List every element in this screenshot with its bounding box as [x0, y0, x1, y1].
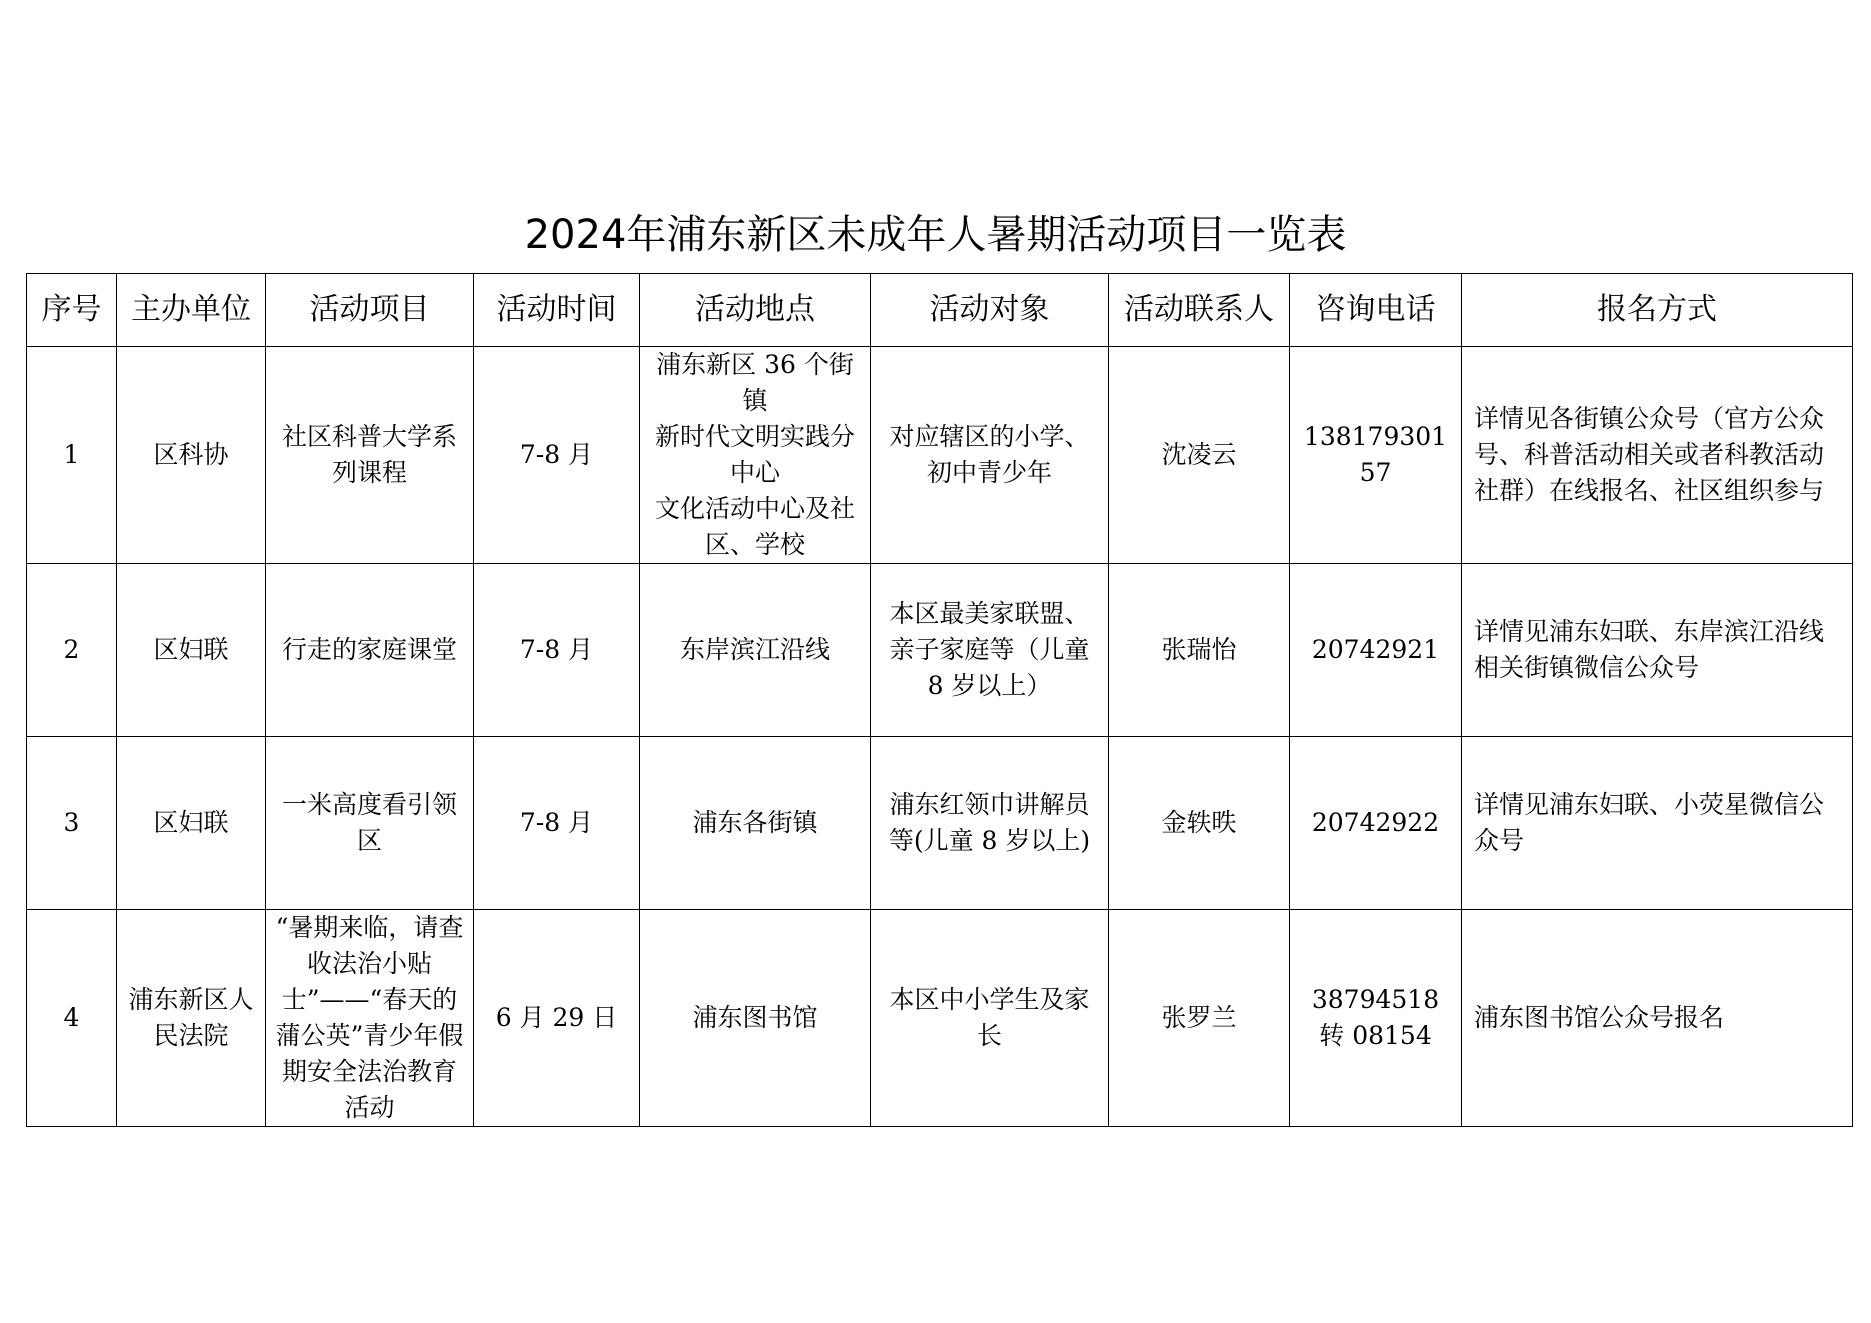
cell-signup: 浦东图书馆公众号报名	[1462, 910, 1853, 1127]
header-cell-project: 活动项目	[266, 274, 474, 347]
cell-time: 7-8 月	[474, 347, 640, 564]
cell-location	[640, 910, 871, 1127]
cell-audience: 浦东红领巾讲解员等(儿童 8 岁以上)	[871, 737, 1109, 910]
cell-time: 7-8 月	[474, 564, 640, 737]
cell-location	[640, 564, 871, 737]
header-cell-phone: 咨询电话	[1290, 274, 1462, 347]
header-cell-location: 活动地点	[640, 274, 871, 347]
cell-org: 区妇联	[117, 737, 266, 910]
location-line: 东岸滨江沿线	[679, 635, 830, 664]
cell-signup: 详情见浦东妇联、东岸滨江沿线相关街镇微信公众号	[1462, 564, 1853, 737]
cell-time: 7-8 月	[474, 737, 640, 910]
cell-no: 2	[27, 564, 117, 737]
cell-audience: 本区中小学生及家长	[871, 910, 1109, 1127]
location-line: 浦东新区 36 个街镇	[656, 350, 854, 415]
cell-project: “暑期来临，请查收法治小贴士”——“春天的蒲公英”青少年假期安全法治教育活动	[266, 910, 474, 1127]
cell-project: 社区科普大学系列课程	[266, 347, 474, 564]
cell-no: 1	[27, 347, 117, 564]
table-row	[27, 910, 1853, 1127]
cell-org: 区妇联	[117, 564, 266, 737]
cell-signup: 详情见各街镇公众号（官方公众号、科普活动相关或者科教活动社群）在线报名、社区组织参与	[1462, 347, 1853, 564]
location-line: 浦东图书馆	[692, 1003, 818, 1032]
cell-audience: 对应辖区的小学、初中青少年	[871, 347, 1109, 564]
cell-contact: 金轶昳	[1109, 737, 1290, 910]
cell-audience: 本区最美家联盟、亲子家庭等（儿童 8 岁以上）	[871, 564, 1109, 737]
cell-org: 区科协	[117, 347, 266, 564]
header-cell-signup: 报名方式	[1462, 274, 1853, 347]
cell-contact: 沈凌云	[1109, 347, 1290, 564]
location-line: 新时代文明实践分中心	[654, 422, 855, 487]
cell-contact: 张罗兰	[1109, 910, 1290, 1127]
table-row	[27, 347, 1853, 564]
cell-no: 4	[27, 910, 117, 1127]
cell-project: 行走的家庭课堂	[266, 564, 474, 737]
cell-project: 一米高度看引领区	[266, 737, 474, 910]
header-cell-no: 序号	[27, 274, 117, 347]
header-cell-time: 活动时间	[474, 274, 640, 347]
header-cell-org: 主办单位	[117, 274, 266, 347]
header-cell-audience: 活动对象	[871, 274, 1109, 347]
cell-phone: 20742921	[1290, 564, 1462, 737]
cell-phone: 38794518 转 08154	[1290, 910, 1462, 1127]
cell-phone: 20742922	[1290, 737, 1462, 910]
cell-no: 3	[27, 737, 117, 910]
table-row	[27, 564, 1853, 737]
table-row	[27, 737, 1853, 910]
header-row	[27, 274, 1853, 347]
cell-location	[640, 347, 871, 564]
cell-location	[640, 737, 871, 910]
location-line: 浦东各街镇	[692, 808, 818, 837]
cell-phone: 13817930157	[1290, 347, 1462, 564]
cell-contact: 张瑞怡	[1109, 564, 1290, 737]
cell-time: 6 月 29 日	[474, 910, 640, 1127]
cell-signup: 详情见浦东妇联、小荧星微信公众号	[1462, 737, 1853, 910]
page-title: 2024年浦东新区未成年人暑期活动项目一览表	[524, 212, 1347, 258]
location-line: 文化活动中心及社区、学校	[654, 494, 855, 559]
activity-table	[26, 273, 1853, 1127]
cell-org: 浦东新区人民法院	[117, 910, 266, 1127]
header-cell-contact: 活动联系人	[1109, 274, 1290, 347]
